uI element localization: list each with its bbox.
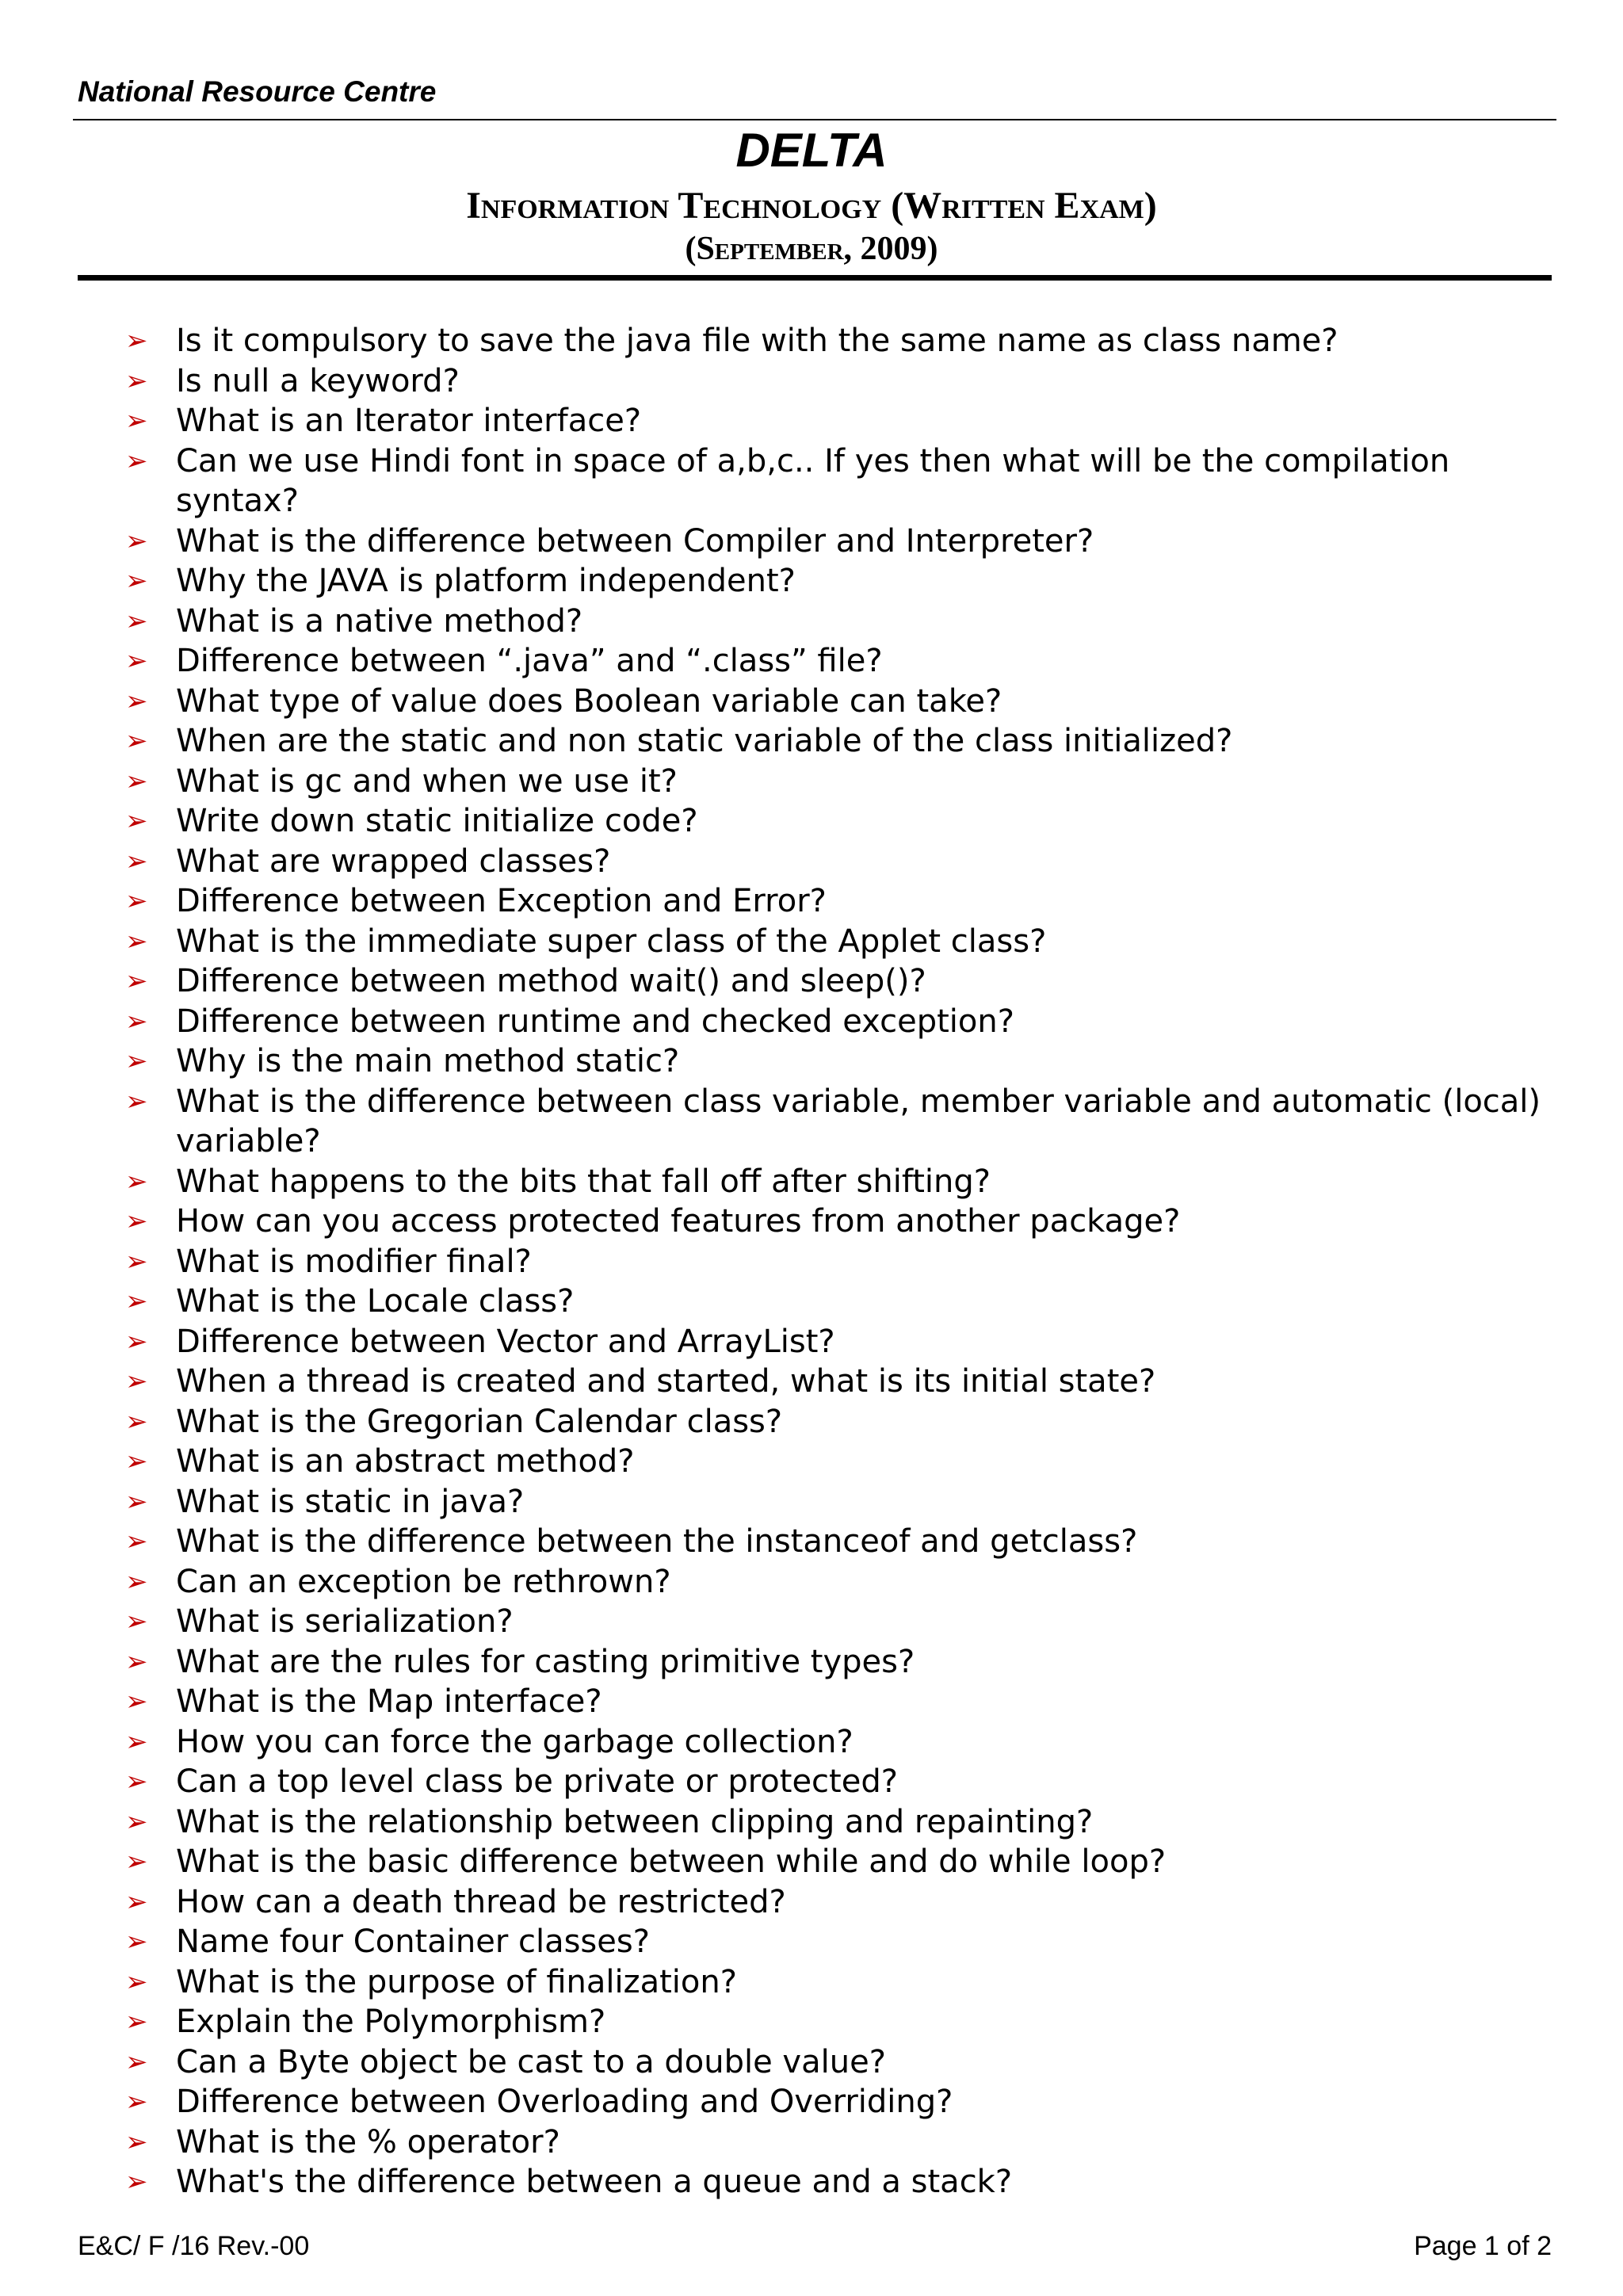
arrowhead-bullet-icon: ➢ [125, 1526, 148, 1557]
question-item [0, 321, 1623, 361]
question-item [0, 881, 1623, 922]
question-text: What is the basic difference between while and do while loop? [176, 1843, 1167, 1880]
question-text: Name four Container classes? [176, 1924, 650, 1960]
question-text: Difference between “.java” and “.class” file? [176, 643, 883, 679]
question-item [0, 1082, 1623, 1162]
arrowhead-bullet-icon: ➢ [125, 1805, 148, 1838]
question-item [0, 1322, 1623, 1362]
arrowhead-bullet-icon: ➢ [125, 1725, 148, 1758]
arrowhead-bullet-icon: ➢ [125, 685, 148, 717]
question-text: What is the Locale class? [176, 1283, 575, 1320]
question-text: Explain the Polymorphism? [176, 2004, 606, 2040]
question-item [0, 1282, 1623, 1322]
arrowhead-bullet-icon: ➢ [125, 1565, 148, 1598]
arrowhead-bullet-icon: ➢ [125, 1005, 148, 1037]
question-text: What is an abstract method? [176, 1443, 635, 1480]
question-text: Can we use Hindi font in space of a,b,c.. If yes then what will be the compilation syntax? [176, 442, 1450, 519]
question-text: What is the % operator? [176, 2123, 560, 2160]
arrowhead-bullet-icon: ➢ [125, 1645, 148, 1678]
question-item [0, 361, 1623, 402]
question-item [0, 521, 1623, 562]
document-title: DELTA [735, 124, 888, 177]
question-item [0, 762, 1623, 802]
header-divider [73, 119, 1556, 120]
question-text: What is serialization? [176, 1603, 514, 1640]
question-text: When are the static and non static variable of the class initialized? [176, 723, 1233, 759]
question-text: Why is the main method static? [176, 1043, 680, 1079]
arrowhead-bullet-icon: ➢ [125, 805, 148, 837]
question-item [0, 2042, 1623, 2083]
question-text: How you can force the garbage collection? [176, 1723, 854, 1760]
arrowhead-bullet-icon: ➢ [125, 845, 148, 877]
question-item [0, 1482, 1623, 1522]
question-text: What is the Map interface? [176, 1683, 602, 1720]
question-text: Can an exception be rethrown? [176, 1563, 671, 1600]
question-item [0, 1602, 1623, 1642]
arrowhead-bullet-icon: ➢ [125, 2046, 148, 2078]
arrowhead-bullet-icon: ➢ [125, 1165, 148, 1198]
arrowhead-bullet-icon: ➢ [125, 2126, 148, 2158]
arrowhead-bullet-icon: ➢ [125, 1485, 148, 1518]
arrowhead-bullet-icon: ➢ [125, 1885, 148, 1918]
arrowhead-bullet-icon: ➢ [125, 1405, 148, 1438]
question-text: What is the Gregorian Calendar class? [176, 1403, 783, 1440]
arrowhead-bullet-icon: ➢ [125, 1446, 148, 1477]
question-text: Write down static initialize code? [176, 803, 698, 839]
question-text: Can a Byte object be cast to a double value? [176, 2043, 886, 2080]
question-text: What are wrapped classes? [176, 842, 611, 880]
arrowhead-bullet-icon: ➢ [125, 1245, 148, 1278]
question-item [0, 1962, 1623, 2003]
title-divider [78, 275, 1552, 281]
question-item [0, 2082, 1623, 2122]
question-item [0, 561, 1623, 602]
document-subtitle: Information Technology (Written Exam) [466, 185, 1157, 227]
arrowhead-bullet-icon: ➢ [125, 565, 148, 597]
question-item [0, 1041, 1623, 1082]
question-item [0, 1402, 1623, 1442]
form-code: E&C/ F /16 Rev.-00 [78, 2231, 310, 2261]
question-item [0, 1802, 1623, 1843]
arrowhead-bullet-icon: ➢ [125, 1085, 148, 1117]
arrowhead-bullet-icon: ➢ [125, 525, 148, 557]
question-text: What happens to the bits that fall off after shifting? [176, 1163, 991, 1200]
question-item [0, 842, 1623, 882]
arrowhead-bullet-icon: ➢ [125, 765, 148, 797]
arrowhead-bullet-icon: ➢ [125, 1205, 148, 1237]
question-item [0, 1642, 1623, 1683]
question-item [0, 1682, 1623, 1722]
arrowhead-bullet-icon: ➢ [125, 1045, 148, 1077]
question-item [0, 1362, 1623, 1402]
arrowhead-bullet-icon: ➢ [125, 325, 148, 357]
arrowhead-bullet-icon: ➢ [125, 445, 148, 477]
question-item [0, 1201, 1623, 1242]
question-item [0, 721, 1623, 762]
arrowhead-bullet-icon: ➢ [125, 885, 148, 917]
question-text: Difference between Vector and ArrayList? [176, 1323, 835, 1360]
question-text: What is gc and when we use it? [176, 762, 678, 800]
arrowhead-bullet-icon: ➢ [125, 605, 148, 637]
arrowhead-bullet-icon: ➢ [125, 2006, 148, 2038]
question-item [0, 1242, 1623, 1282]
question-list [0, 321, 1623, 2202]
question-text: What type of value does Boolean variable can take? [176, 682, 1002, 720]
question-text: What is static in java? [176, 1483, 525, 1520]
question-text: When a thread is created and started, what is its initial state? [176, 1363, 1156, 1400]
question-item [0, 641, 1623, 682]
question-item [0, 1722, 1623, 1763]
question-text: What is an Iterator interface? [176, 403, 642, 439]
arrowhead-bullet-icon: ➢ [125, 1366, 148, 1397]
arrowhead-bullet-icon: ➢ [125, 1686, 148, 1717]
arrowhead-bullet-icon: ➢ [125, 925, 148, 957]
question-item [0, 1562, 1623, 1603]
question-text: Why the JAVA is platform independent? [176, 563, 796, 599]
question-text: What is the difference between class variable, member variable and automatic (local) variable? [176, 1083, 1541, 1159]
question-text: Is null a keyword? [176, 362, 460, 399]
question-item [0, 2002, 1623, 2042]
question-text: What is modifier final? [176, 1243, 532, 1280]
organization-name: National Resource Centre [78, 75, 437, 108]
question-text: How can a death thread be restricted? [176, 1883, 786, 1920]
question-text: What's the difference between a queue and a stack? [176, 2164, 1013, 2200]
question-text: What is a native method? [176, 602, 583, 640]
arrowhead-bullet-icon: ➢ [125, 2086, 148, 2118]
arrowhead-bullet-icon: ➢ [125, 2166, 148, 2198]
question-item [0, 682, 1623, 722]
question-text: Difference between runtime and checked exception? [176, 1003, 1014, 1040]
question-text: What is the purpose of finalization? [176, 1963, 737, 2000]
arrowhead-bullet-icon: ➢ [125, 365, 148, 397]
question-text: Can a top level class be private or protected? [176, 1763, 898, 1800]
question-text: How can you access protected features from another package? [176, 1203, 1181, 1240]
question-item [0, 441, 1623, 521]
question-text: What is the difference between Compiler and Interpreter? [176, 522, 1094, 560]
page-number: Page 1 of 2 [1414, 2231, 1552, 2261]
arrowhead-bullet-icon: ➢ [125, 1846, 148, 1878]
arrowhead-bullet-icon: ➢ [125, 405, 148, 437]
question-text: What is the difference between the instanceof and getclass? [176, 1523, 1138, 1560]
question-item [0, 1522, 1623, 1562]
question-item [0, 1842, 1623, 1882]
arrowhead-bullet-icon: ➢ [125, 1286, 148, 1317]
question-item [0, 961, 1623, 1002]
question-item [0, 2162, 1623, 2202]
arrowhead-bullet-icon: ➢ [125, 1606, 148, 1637]
question-text: What are the rules for casting primitive types? [176, 1643, 915, 1680]
question-item [0, 2122, 1623, 2163]
question-text: What is the immediate super class of the Applet class? [176, 923, 1047, 960]
question-item [0, 1002, 1623, 1042]
arrowhead-bullet-icon: ➢ [125, 1926, 148, 1958]
question-text: Difference between method wait() and sleep()? [176, 963, 926, 999]
question-item [0, 401, 1623, 441]
question-text: Difference between Overloading and Overriding? [176, 2084, 953, 2120]
question-text: Is it compulsory to save the java file with the same name as class name? [176, 323, 1338, 359]
arrowhead-bullet-icon: ➢ [125, 645, 148, 677]
arrowhead-bullet-icon: ➢ [125, 725, 148, 757]
question-item [0, 1442, 1623, 1482]
arrowhead-bullet-icon: ➢ [125, 1325, 148, 1358]
question-item [0, 1762, 1623, 1802]
question-item [0, 1922, 1623, 1962]
question-item [0, 602, 1623, 642]
arrowhead-bullet-icon: ➢ [125, 1966, 148, 1998]
question-item [0, 801, 1623, 842]
question-text: What is the relationship between clipping and repainting? [176, 1803, 1094, 1840]
arrowhead-bullet-icon: ➢ [125, 965, 148, 997]
arrowhead-bullet-icon: ➢ [125, 1766, 148, 1797]
question-item [0, 922, 1623, 962]
document-date: (September, 2009) [685, 231, 938, 267]
question-item [0, 1162, 1623, 1202]
question-text: Difference between Exception and Error? [176, 883, 827, 919]
question-item [0, 1882, 1623, 1923]
